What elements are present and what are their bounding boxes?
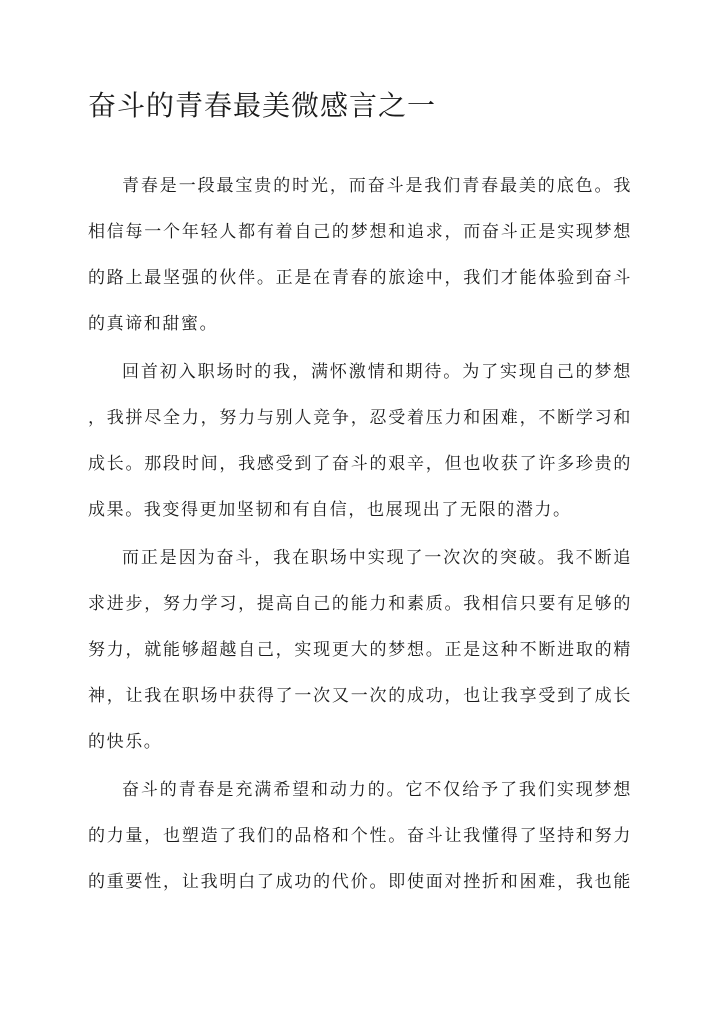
paragraph-line: 求进步，努力学习，提高自己的能力和素质。我相信只要有足够的 [88,594,632,614]
paragraph-4 [88,767,632,905]
paragraph-line: 回首初入职场时的我，满怀激情和期待。为了实现自己的梦想 [122,362,632,382]
paragraph-line: 努力，就能够超越自己，实现更大的梦想。正是这种不断进取的精 [88,640,632,660]
paragraph-line: 奋斗的青春是充满希望和动力的。它不仅给予了我们实现梦想 [122,780,632,800]
paragraph-3 [88,535,632,765]
paragraph-line: 的真谛和甜蜜。 [88,314,219,334]
paragraph-line: ，我拼尽全力，努力与别人竞争，忍受着压力和困难，不断学习和 [88,408,632,428]
paragraph-line: 成果。我变得更加坚韧和有自信，也展现出了无限的潜力。 [88,500,572,520]
paragraph-line: 的重要性，让我明白了成功的代价。即使面对挫折和困难，我也能 [88,872,632,892]
paragraph-line: 神，让我在职场中获得了一次又一次的成功，也让我享受到了成长 [88,686,632,706]
paragraph-1 [88,163,632,347]
paragraph-line: 相信每一个年轻人都有着自己的梦想和追求，而奋斗正是实现梦想 [88,222,632,242]
paragraph-line: 的力量，也塑造了我们的品格和个性。奋斗让我懂得了坚持和努力 [88,826,632,846]
paragraph-line: 而正是因为奋斗，我在职场中实现了一次次的突破。我不断追 [122,548,632,568]
paragraph-line: 的快乐。 [88,732,163,752]
paragraph-line: 成长。那段时间，我感受到了奋斗的艰辛，但也收获了许多珍贵的 [88,454,632,474]
paragraph-2 [88,349,632,533]
document-title: 奋斗的青春最美微感言之一 [88,89,437,122]
paragraph-line: 青春是一段最宝贵的时光，而奋斗是我们青春最美的底色。我 [122,176,632,196]
paragraph-line: 的路上最坚强的伙伴。正是在青春的旅途中，我们才能体验到奋斗 [88,268,632,288]
